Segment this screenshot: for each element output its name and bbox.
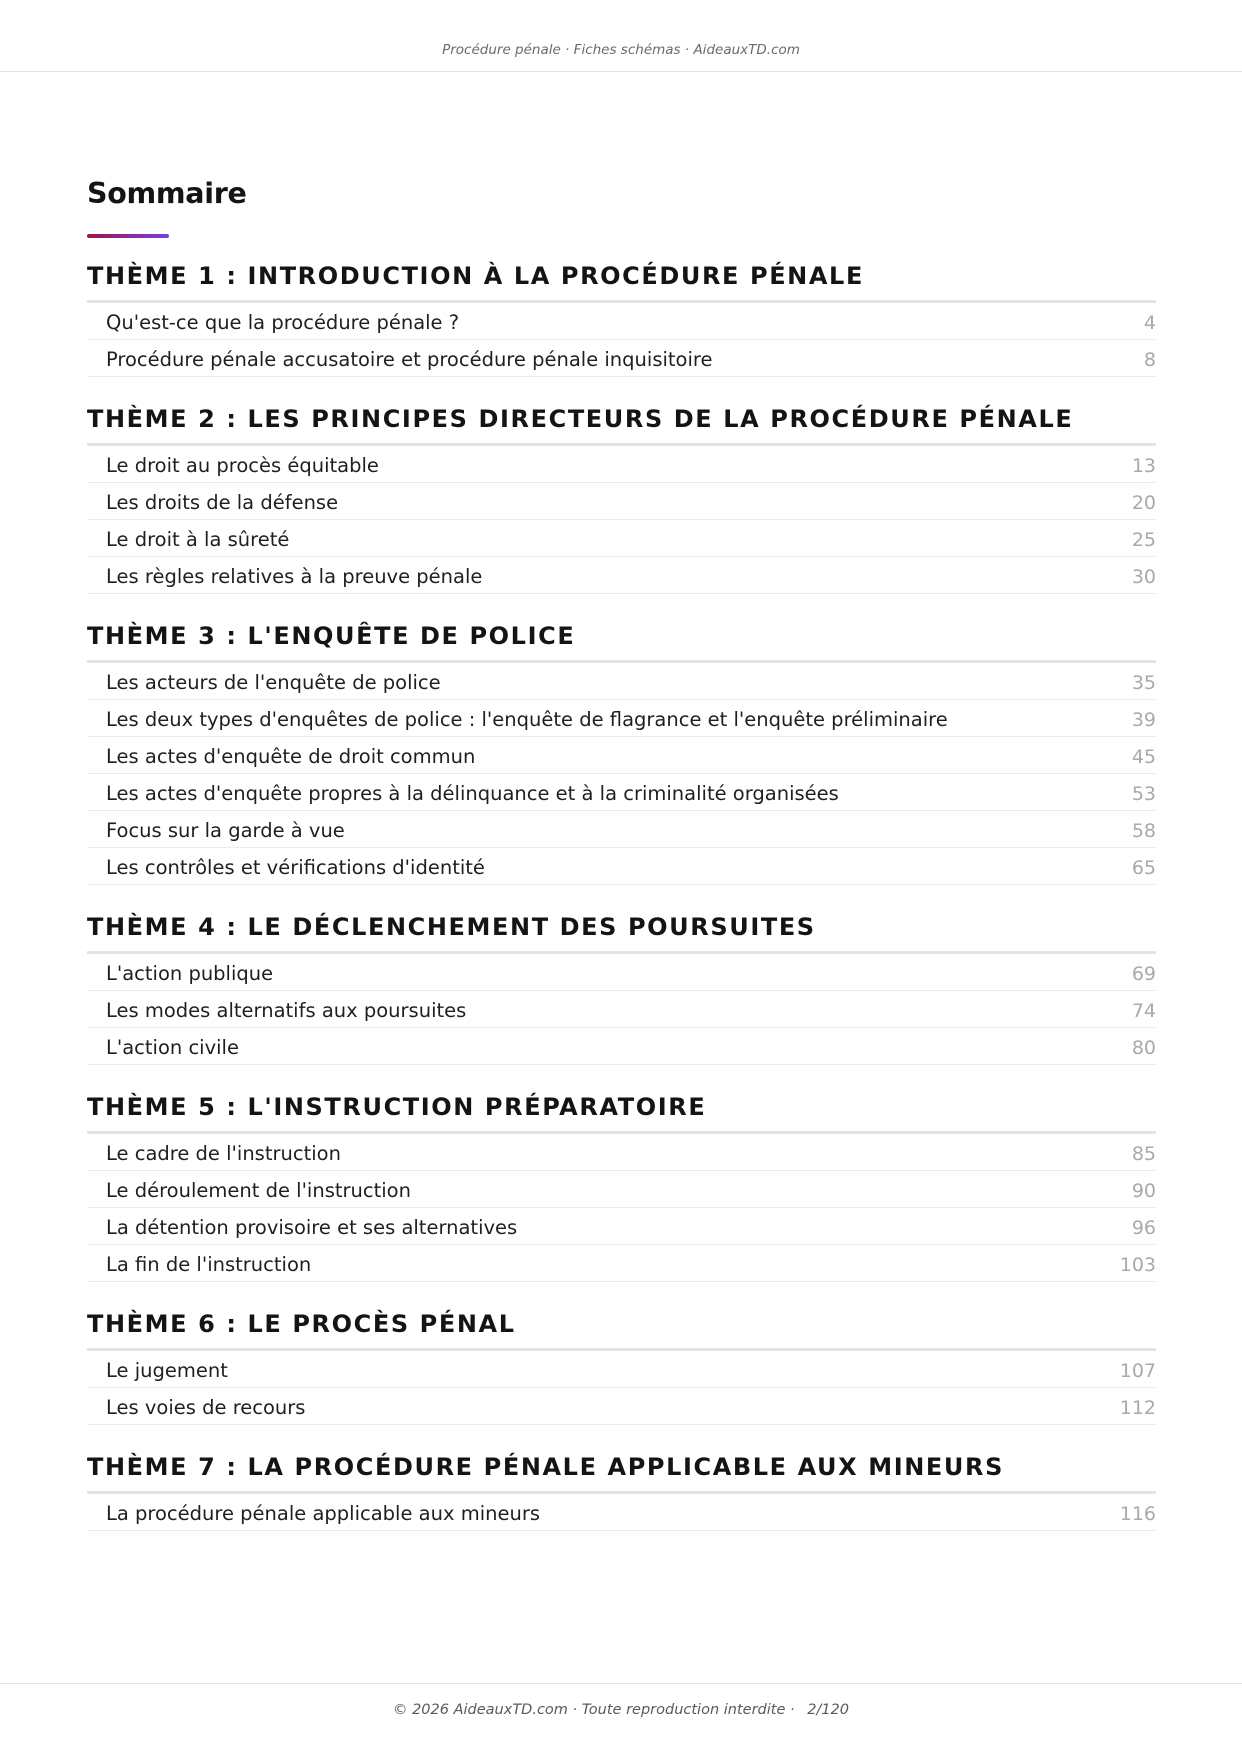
toc-entry-page-number: 80 <box>1131 1036 1156 1059</box>
toc-entry-page-number: 53 <box>1131 782 1156 805</box>
toc-entry-label: Le droit à la sûreté <box>106 528 290 551</box>
toc-entry-label: Les voies de recours <box>106 1396 306 1419</box>
theme-section <box>87 620 1156 885</box>
toc-entry-label: La détention provisoire et ses alternatives <box>106 1216 518 1239</box>
toc-entry-page-number: 96 <box>1131 1216 1156 1239</box>
toc-entry-page-number: 30 <box>1131 565 1156 588</box>
theme-title: THÈME 3 : L'ENQUÊTE DE POLICE <box>87 620 1156 663</box>
toc-entry-label: Les règles relatives à la preuve pénale <box>106 565 483 588</box>
toc-entry-label: Les actes d'enquête propres à la délinquance et à la criminalité organisées <box>106 782 839 805</box>
toc-entry[interactable] <box>87 446 1156 483</box>
theme-title: THÈME 2 : LES PRINCIPES DIRECTEURS DE LA PROCÉDURE PÉNALE <box>87 403 1156 446</box>
toc-entry[interactable] <box>87 557 1156 594</box>
toc-entry-label: Le cadre de l'instruction <box>106 1142 341 1165</box>
toc-entry-page-number: 103 <box>1119 1253 1156 1276</box>
toc-entry[interactable] <box>87 1388 1156 1425</box>
toc-entry-page-number: 90 <box>1131 1179 1156 1202</box>
footer-page-number: 2/120 <box>807 1702 850 1718</box>
toc-entry-label: Le jugement <box>106 1359 228 1382</box>
toc-entry-label: Les deux types d'enquêtes de police : l'enquête de flagrance et l'enquête préliminaire <box>106 708 948 731</box>
themes-list <box>87 260 1156 1531</box>
toc-entry-label: La fin de l'instruction <box>106 1253 312 1276</box>
toc-entry[interactable] <box>87 848 1156 885</box>
toc-entry[interactable] <box>87 1028 1156 1065</box>
toc-entry-page-number: 112 <box>1119 1396 1156 1419</box>
toc-entry-page-number: 107 <box>1119 1359 1156 1382</box>
toc-entry-page-number: 35 <box>1131 671 1156 694</box>
toc-entry-page-number: 8 <box>1143 348 1156 371</box>
theme-title: THÈME 1 : INTRODUCTION À LA PROCÉDURE PÉNALE <box>87 260 1156 303</box>
toc-entry-label: Le droit au procès équitable <box>106 454 379 477</box>
toc-entry-label: L'action publique <box>106 962 274 985</box>
header-text: Procédure pénale · Fiches schémas · AideauxTD.com <box>442 42 800 58</box>
footer-line <box>0 1701 1242 1719</box>
toc-entry-label: Les droits de la défense <box>106 491 339 514</box>
toc-entry-page-number: 116 <box>1119 1502 1156 1525</box>
toc-entry-label: Les modes alternatifs aux poursuites <box>106 999 467 1022</box>
toc-entry-page-number: 65 <box>1131 856 1156 879</box>
toc-entry-page-number: 85 <box>1131 1142 1156 1165</box>
toc-entry[interactable] <box>87 483 1156 520</box>
toc-entry-label: Les actes d'enquête de droit commun <box>106 745 476 768</box>
toc-entry[interactable] <box>87 1134 1156 1171</box>
theme-section <box>87 1091 1156 1282</box>
toc-entry[interactable] <box>87 1351 1156 1388</box>
toc-entry[interactable] <box>87 303 1156 340</box>
toc-entry-page-number: 39 <box>1131 708 1156 731</box>
page-header <box>0 0 1242 72</box>
toc-entry[interactable] <box>87 520 1156 557</box>
toc-entry[interactable] <box>87 774 1156 811</box>
page-title: Sommaire <box>87 177 247 210</box>
theme-title: THÈME 4 : LE DÉCLENCHEMENT DES POURSUITES <box>87 911 1156 954</box>
theme-title: THÈME 5 : L'INSTRUCTION PRÉPARATOIRE <box>87 1091 1156 1134</box>
toc-entry-page-number: 45 <box>1131 745 1156 768</box>
table-of-contents <box>87 172 1156 1531</box>
toc-entry[interactable] <box>87 340 1156 377</box>
toc-entry[interactable] <box>87 811 1156 848</box>
theme-section <box>87 911 1156 1065</box>
toc-entry-label: Les contrôles et vérifications d'identité <box>106 856 485 879</box>
toc-entry[interactable] <box>87 954 1156 991</box>
page-footer <box>0 1683 1242 1754</box>
toc-entry[interactable] <box>87 1245 1156 1282</box>
toc-entry-label: Focus sur la garde à vue <box>106 819 345 842</box>
theme-section <box>87 260 1156 377</box>
title-accent-bar <box>87 234 169 238</box>
footer-copyright: © 2026 AideauxTD.com · Toute reproduction interdite · <box>392 1702 795 1718</box>
toc-entry[interactable] <box>87 737 1156 774</box>
toc-entry-label: Procédure pénale accusatoire et procédure pénale inquisitoire <box>106 348 713 371</box>
toc-entry-page-number: 4 <box>1143 311 1156 334</box>
toc-entry-label: Qu'est-ce que la procédure pénale ? <box>106 311 460 334</box>
toc-entry-label: Les acteurs de l'enquête de police <box>106 671 441 694</box>
theme-section <box>87 403 1156 594</box>
toc-entry-label: La procédure pénale applicable aux mineurs <box>106 1502 540 1525</box>
toc-entry-page-number: 74 <box>1131 999 1156 1022</box>
theme-section <box>87 1451 1156 1531</box>
toc-entry[interactable] <box>87 1208 1156 1245</box>
toc-entry-label: L'action civile <box>106 1036 239 1059</box>
toc-entry-page-number: 20 <box>1131 491 1156 514</box>
theme-section <box>87 1308 1156 1425</box>
toc-entry-page-number: 69 <box>1131 962 1156 985</box>
theme-title: THÈME 7 : LA PROCÉDURE PÉNALE APPLICABLE AUX MINEURS <box>87 1451 1156 1494</box>
toc-entry[interactable] <box>87 700 1156 737</box>
toc-entry-page-number: 58 <box>1131 819 1156 842</box>
theme-title: THÈME 6 : LE PROCÈS PÉNAL <box>87 1308 1156 1351</box>
toc-entry[interactable] <box>87 991 1156 1028</box>
toc-entry[interactable] <box>87 1171 1156 1208</box>
toc-entry-label: Le déroulement de l'instruction <box>106 1179 411 1202</box>
toc-entry[interactable] <box>87 1494 1156 1531</box>
toc-entry-page-number: 25 <box>1131 528 1156 551</box>
toc-entry-page-number: 13 <box>1131 454 1156 477</box>
toc-entry[interactable] <box>87 663 1156 700</box>
